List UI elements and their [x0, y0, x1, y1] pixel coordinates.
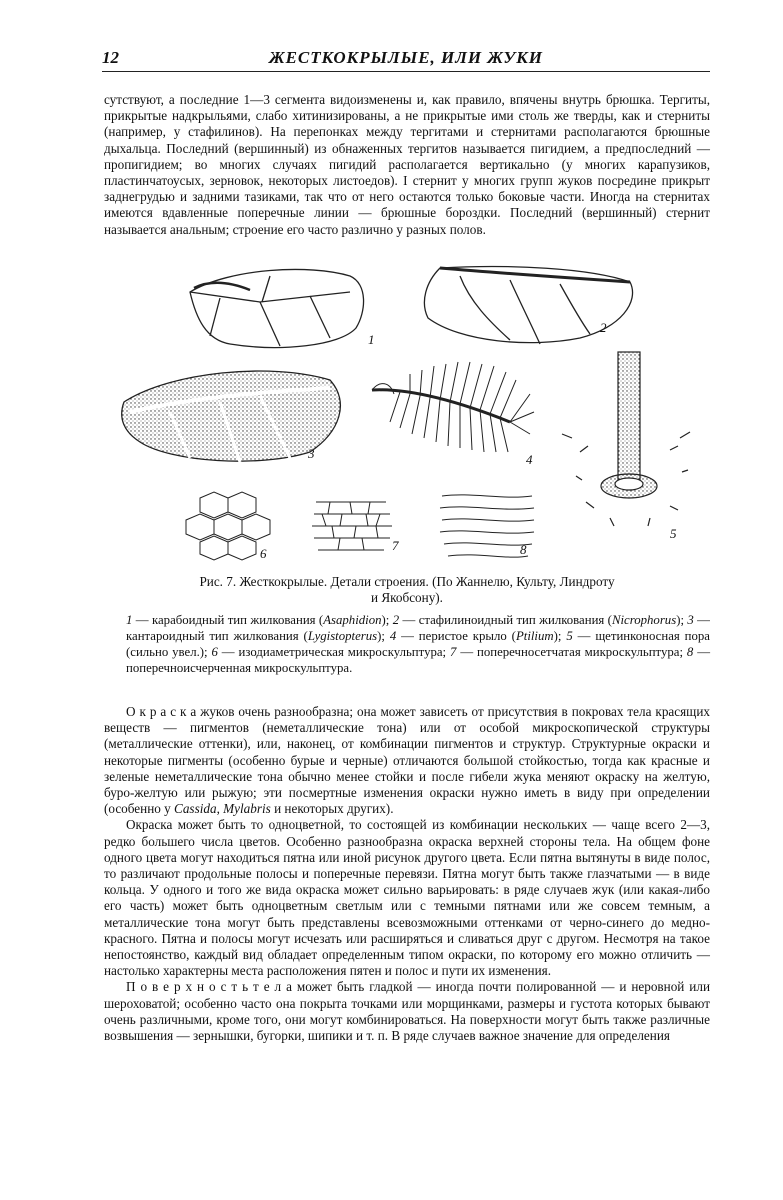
legend-text: — щетинконосная пора (сильно увел.); — [126, 629, 710, 659]
figure-label-4: 4 — [526, 452, 533, 467]
figure-caption — [104, 574, 710, 606]
legend-after: ); — [381, 613, 393, 627]
paragraph-text: и некоторых других). — [270, 801, 394, 817]
legend-num: 1 — [126, 613, 133, 627]
figure-label-8: 8 — [520, 542, 527, 557]
section-coloration — [104, 704, 710, 1044]
legend-text: — поперечноисчерченная микроскульптура. — [126, 645, 711, 675]
section-lead-surface: П о в е р х н о с т ь т е л а — [126, 979, 292, 995]
paragraph-text: сутствуют, а последние 1—3 сегмента видоизменены и, как правило, впячены внутрь брюшка. Тергиты, прикрытые надкрыльями, слабо хитинизированы, а не прикрытые ими столь же тверды, как и стерниты (например, у стафилинов). На перепонках между тергитами и стернитами располагаются брюшные дыхальца. Последний (вершинный) из обнаженных тергитов называется пигидием, а предпоследний — пропигидием; во многих случаях пигидий располагается вертикально (у многих карапузиков, пластинчатоусых, зерновок, некоторых листоедов). I стернит у многих групп жуков посредине прикрыт заднегрудью и задними тазиками, так что от него остаются только боковые части. Иногда на стернитах имеются вдавленные поперечные линии — брюшные бороздки. Последний (вершинный) стернит называется анальным; строение его часто различно у разных полов. — [104, 92, 710, 237]
legend-genus: Lygistopterus — [307, 629, 378, 643]
legend-text: — изодиаметрическая микроскульптура; — [217, 645, 451, 659]
wing-ptilium-illustration — [372, 362, 534, 452]
legend-num: 6 — [211, 645, 218, 659]
legend-text: — карабоидный тип жилкования ( — [132, 613, 324, 627]
setiferous-pore-illustration — [562, 352, 690, 526]
genus-cassida: Cassida — [174, 801, 217, 817]
paragraph-text: жуков очень разнообразна; она может зависеть от присутствия в покровах тела красящих веществ — пигментов (неметаллические тона) или от особой микроскопической структуры (металлические оттенки), или, наконец, от комбинации пигментов и структур. Структурные окраски и некоторые пигменты (особенно бурые и черные) отличаются большой стойкостью, тогда как красные и зеленые неметаллические тона обычно менее стойки и после гибели жука меняют окраску на желтую, буро-желтую или рыжую; эти посмертные изменения окраски нужно иметь в виду при определении (особенно у — [104, 704, 710, 817]
figure-label-6: 6 — [260, 546, 267, 561]
legend-num: 2 — [392, 613, 400, 627]
legend-num: 7 — [450, 645, 457, 659]
figure-label-1: 1 — [368, 332, 375, 347]
figure-illustration — [110, 262, 710, 566]
separator: , — [216, 801, 224, 817]
paragraph-text: может быть гладкой — иногда почти полированной — и неровной или шероховатой; особенно часто она покрыта точками или морщинками, размеры и густота которых бывают очень различными, кроме того, они могут комбинироваться. На поверхности могут быть также различные возвышения — зернышки, бугорки, шипики и т. п. В ряде случаев важное значение для определения — [104, 979, 710, 1044]
legend-text: — перистое крыло ( — [396, 629, 516, 643]
wing-carabid-illustration — [190, 269, 364, 347]
caption-line-2: и Якобсону). — [371, 590, 443, 605]
figure-legend — [126, 612, 710, 676]
legend-text: — стафилиноидный тип жилкования ( — [399, 613, 612, 627]
figure-label-5: 5 — [670, 526, 677, 541]
microsculpture-isodiametric-illustration — [186, 492, 270, 560]
legend-after: ); — [377, 629, 390, 643]
legend-after: ); — [676, 613, 688, 627]
figure-label-7: 7 — [392, 538, 399, 553]
legend-num: 5 — [566, 629, 573, 643]
page-number: 12 — [102, 48, 119, 67]
paragraph-coloration — [104, 704, 710, 817]
paragraph-coloration-2: Окраска может быть то одноцветной, то состоящей из комбинации нескольких — чаще всего 2—3, редко большего числа цветов. Особенно разнообразна окраска верхней стороны тела. На общем фоне одного цвета могут находиться пятна или иной рисунок другого цвета. Если пятна вытянуты в виде полос, то различают продольные полосы и поперечные перевязи. Пятна могут быть также глазчатыми — в виде кольца. У одного и того же вида окраска может сильно варьировать: в ряде случаев жук (или какая-либо его часть) может быть одноцветным светлым или с темными пятнами или же совсем темным, а металлические тона могут быть представлены всевозможными оттенками от черно-синего до медно-красного. Пятна и полосы могут исчезать или расширяться и сливаться друг с другом. Несмотря на такое непостоянство, каждый вид обладает определенным типом окраски, по которому его можно отличить — настолько характерны места расположения пятен и полос и пути их изменения. — [104, 817, 710, 979]
legend-genus: Nicrophorus — [611, 613, 677, 627]
genus-mylabris: Mylabris — [223, 801, 271, 817]
section-lead-coloration: О к р а с к а — [126, 704, 197, 719]
legend-num: 3 — [687, 613, 694, 627]
paragraph-abdomen — [104, 92, 710, 238]
caption-line-1: Рис. 7. Жесткокрылые. Детали строения. (По Жаннелю, Культу, Линдроту — [199, 574, 615, 589]
microsculpture-reticulate-illustration — [312, 502, 392, 550]
legend-genus: Ptilium — [515, 629, 554, 643]
legend-num: 8 — [686, 645, 694, 659]
running-head — [102, 48, 710, 72]
figure-label-2: 2 — [600, 320, 607, 335]
legend-text: — кантароидный тип жилкования ( — [126, 613, 710, 643]
legend-genus: Asaphidion — [323, 613, 382, 627]
figure-7 — [110, 262, 710, 566]
legend-text: — поперечносетчатая микроскульптура; — [456, 645, 687, 659]
legend-after: ); — [553, 629, 567, 643]
figure-label-3: 3 — [308, 446, 315, 461]
header-rule — [102, 71, 710, 72]
legend-num: 4 — [389, 629, 397, 643]
running-title: ЖЕСТКОКРЫЛЫЕ, ИЛИ ЖУКИ — [268, 48, 543, 67]
paragraph-surface — [104, 979, 710, 1044]
